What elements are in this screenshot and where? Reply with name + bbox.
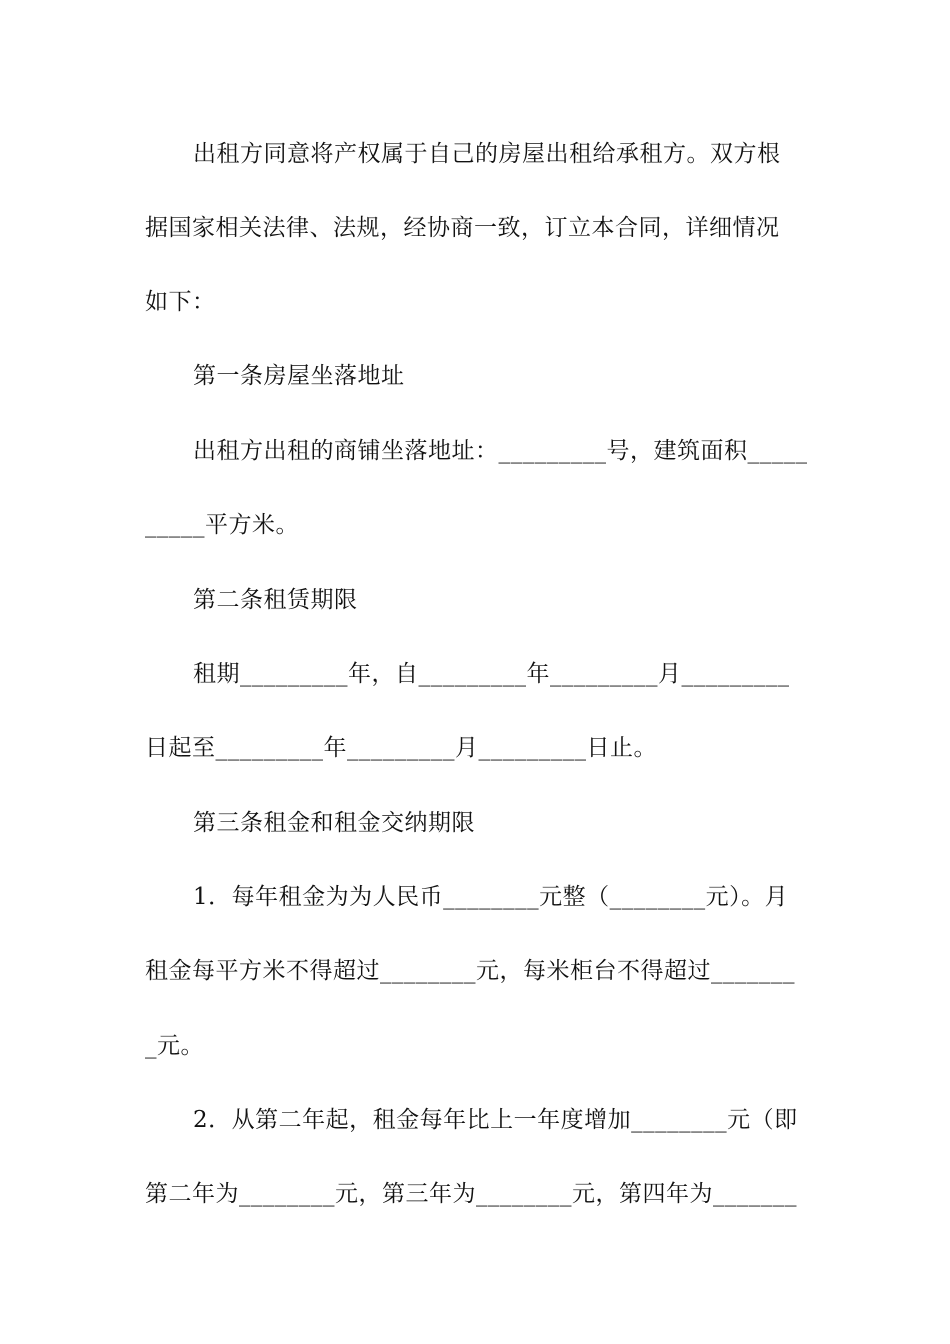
article-1-heading: 第一条房屋坐落地址	[193, 363, 405, 389]
article-1-line-1: 出租方出租的商铺坐落地址：_________号，建筑面积_____	[193, 438, 808, 464]
article-3-item-2-line-2: 第二年为________元，第三年为________元，第四年为_______	[145, 1181, 797, 1207]
article-2-line-1: 租期_________年，自_________年_________月_________	[193, 661, 790, 687]
article-2-heading: 第二条租赁期限	[193, 587, 358, 613]
article-3-heading: 第三条租金和租金交纳期限	[193, 810, 475, 836]
article-3-item-2-line-1: 2．从第二年起，租金每年比上一年度增加________元（即	[193, 1107, 798, 1133]
article-1-line-2: _____平方米。	[145, 512, 299, 538]
paragraph-intro-line-1: 出租方同意将产权属于自己的房屋出租给承租方。双方根	[193, 141, 781, 167]
paragraph-intro-line-2: 据国家相关法律、法规，经协商一致，订立本合同，详细情况	[145, 215, 780, 241]
article-3-item-1-line-2: 租金每平方米不得超过________元，每米柜台不得超过_______	[145, 958, 795, 984]
paragraph-intro-line-3: 如下：	[145, 289, 216, 315]
article-3-item-1-line-1: 1．每年租金为为人民币________元整（________元）。月	[193, 884, 789, 910]
article-2-line-2: 日起至_________年_________月_________日止。	[145, 735, 657, 761]
article-3-item-1-line-3: _元。	[145, 1033, 204, 1059]
